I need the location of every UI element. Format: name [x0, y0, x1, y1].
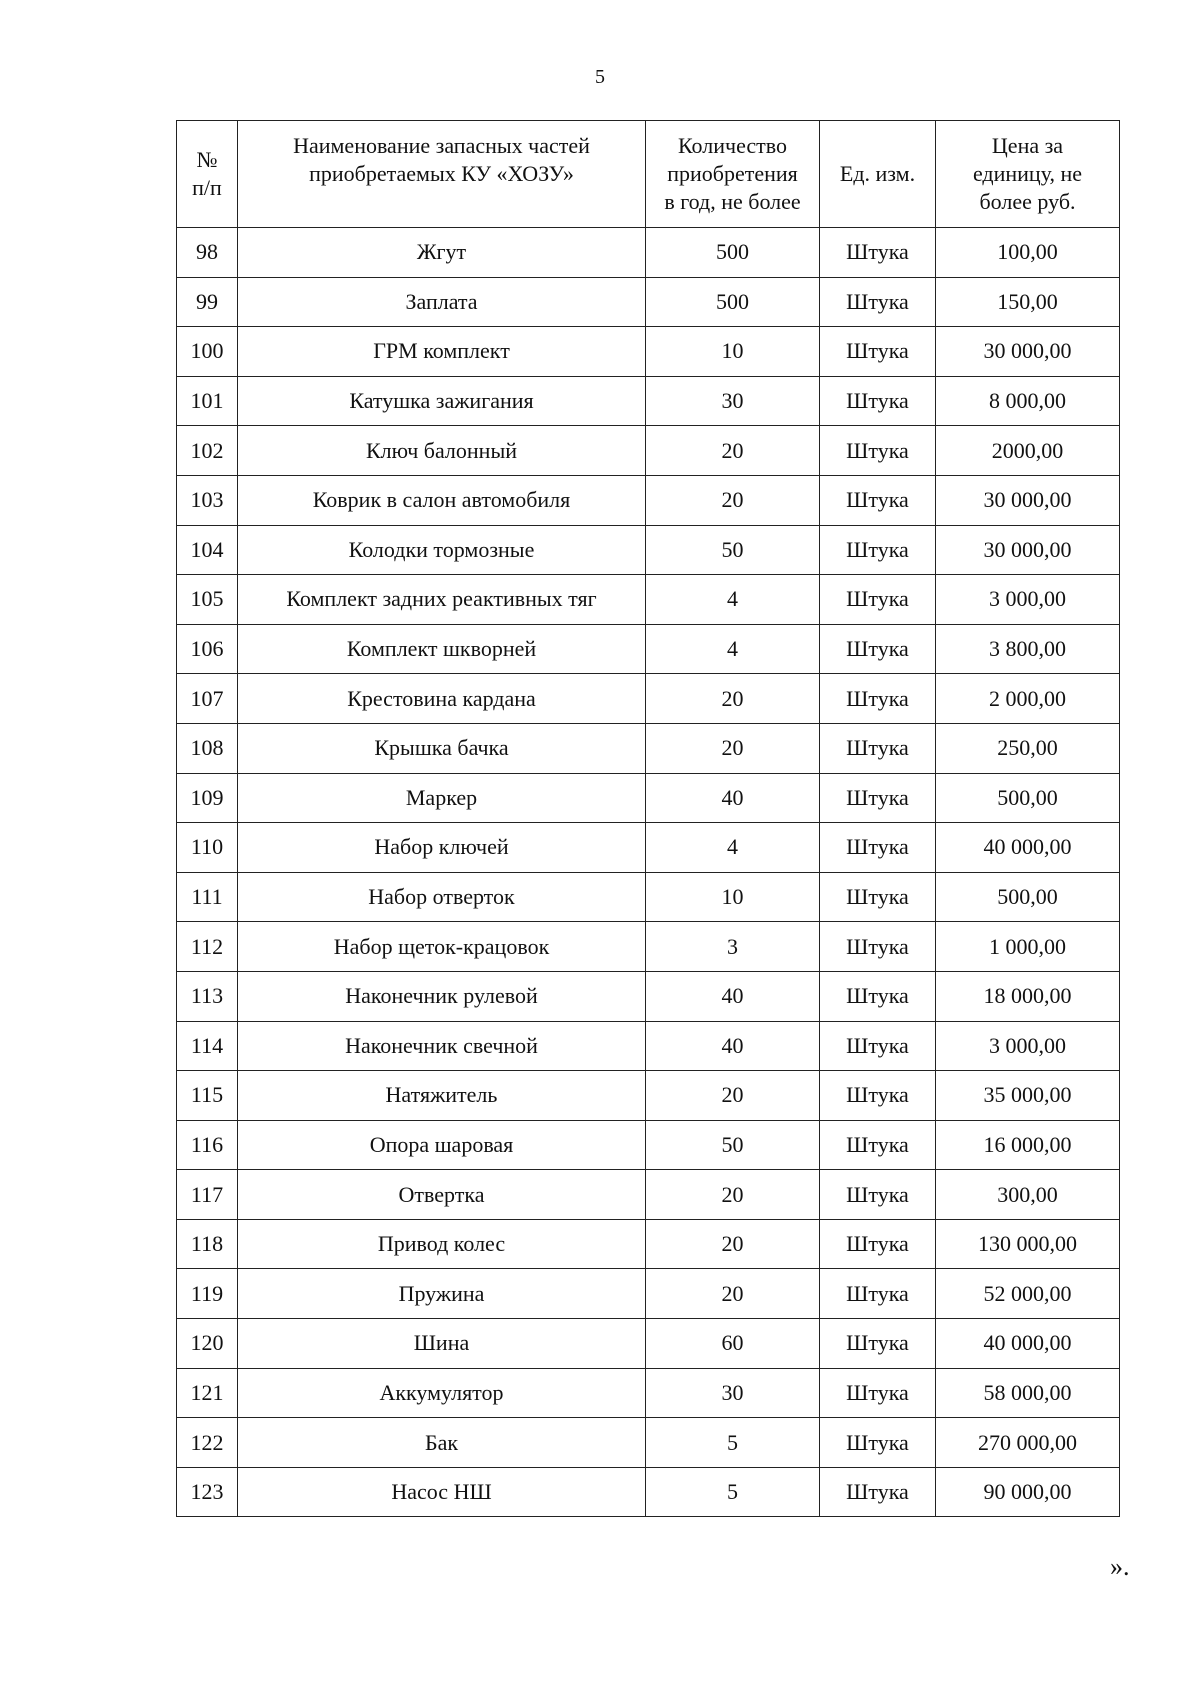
- row-price: 130 000,00: [936, 1219, 1120, 1269]
- header-name-line2: приобретаемых КУ «ХОЗУ»: [309, 161, 574, 186]
- row-unit: Штука: [820, 922, 936, 972]
- table-row: [177, 277, 1120, 327]
- header-number: [177, 121, 238, 228]
- header-price-line2: единицу, не: [972, 161, 1083, 186]
- row-price: 500,00: [936, 773, 1120, 823]
- row-unit: Штука: [820, 624, 936, 674]
- row-price: 90 000,00: [936, 1467, 1120, 1517]
- header-quantity: [646, 121, 820, 228]
- row-number: 115: [177, 1071, 238, 1121]
- row-unit: Штука: [820, 823, 936, 873]
- row-number: 105: [177, 575, 238, 625]
- row-unit: Штука: [820, 426, 936, 476]
- row-price: 1 000,00: [936, 922, 1120, 972]
- table-row: [177, 624, 1120, 674]
- row-number: 108: [177, 723, 238, 773]
- table-row: [177, 922, 1120, 972]
- table-row: [177, 376, 1120, 426]
- row-name: Наконечник рулевой: [238, 971, 646, 1021]
- spare-parts-table: [176, 120, 1120, 1517]
- page-number: 5: [595, 66, 605, 88]
- row-unit: Штука: [820, 773, 936, 823]
- row-quantity: 40: [646, 1021, 820, 1071]
- row-unit: Штука: [820, 327, 936, 377]
- row-name: Ключ балонный: [238, 426, 646, 476]
- row-unit: Штука: [820, 475, 936, 525]
- row-number: 100: [177, 327, 238, 377]
- table-row: [177, 1071, 1120, 1121]
- row-name: Комплект задних реактивных тяг: [238, 575, 646, 625]
- row-unit: Штука: [820, 1120, 936, 1170]
- row-price: 35 000,00: [936, 1071, 1120, 1121]
- row-quantity: 500: [646, 228, 820, 278]
- row-name: Набор ключей: [238, 823, 646, 873]
- row-price: 40 000,00: [936, 823, 1120, 873]
- row-price: 150,00: [936, 277, 1120, 327]
- row-price: 250,00: [936, 723, 1120, 773]
- header-quantity-line2: приобретения: [667, 161, 798, 186]
- row-quantity: 500: [646, 277, 820, 327]
- row-number: 111: [177, 872, 238, 922]
- row-name: ГРМ комплект: [238, 327, 646, 377]
- header-price-line1: Цена за: [991, 133, 1064, 158]
- table-row: [177, 1219, 1120, 1269]
- row-name: Опора шаровая: [238, 1120, 646, 1170]
- row-unit: Штука: [820, 674, 936, 724]
- row-name: Бак: [238, 1418, 646, 1468]
- header-number-line2: п/п: [192, 175, 222, 200]
- row-number: 116: [177, 1120, 238, 1170]
- row-quantity: 5: [646, 1467, 820, 1517]
- row-number: 121: [177, 1368, 238, 1418]
- row-unit: Штука: [820, 1170, 936, 1220]
- table-row: [177, 872, 1120, 922]
- table-row: [177, 723, 1120, 773]
- row-number: 107: [177, 674, 238, 724]
- row-quantity: 60: [646, 1319, 820, 1369]
- header-quantity-line1: Количество: [677, 133, 788, 158]
- row-quantity: 10: [646, 327, 820, 377]
- row-unit: Штука: [820, 1418, 936, 1468]
- row-quantity: 30: [646, 1368, 820, 1418]
- row-price: 2 000,00: [936, 674, 1120, 724]
- row-unit: Штука: [820, 1071, 936, 1121]
- row-name: Набор щеток-крацовок: [238, 922, 646, 972]
- table-row: [177, 1368, 1120, 1418]
- row-price: 52 000,00: [936, 1269, 1120, 1319]
- header-unit-label: Ед. изм.: [839, 161, 916, 186]
- row-name: Комплект шкворней: [238, 624, 646, 674]
- row-number: 113: [177, 971, 238, 1021]
- table-row: [177, 773, 1120, 823]
- row-price: 30 000,00: [936, 525, 1120, 575]
- row-unit: Штука: [820, 525, 936, 575]
- row-name: Натяжитель: [238, 1071, 646, 1121]
- row-quantity: 30: [646, 376, 820, 426]
- row-name: Коврик в салон автомобиля: [238, 475, 646, 525]
- row-name: Крышка бачка: [238, 723, 646, 773]
- row-unit: Штука: [820, 1467, 936, 1517]
- row-quantity: 20: [646, 1071, 820, 1121]
- table-row: [177, 228, 1120, 278]
- row-number: 104: [177, 525, 238, 575]
- row-price: 30 000,00: [936, 475, 1120, 525]
- row-quantity: 4: [646, 624, 820, 674]
- row-name: Заплата: [238, 277, 646, 327]
- table-row: [177, 1319, 1120, 1369]
- table-row: [177, 1021, 1120, 1071]
- row-name: Колодки тормозные: [238, 525, 646, 575]
- row-quantity: 40: [646, 773, 820, 823]
- row-quantity: 20: [646, 723, 820, 773]
- table-row: [177, 823, 1120, 873]
- row-number: 106: [177, 624, 238, 674]
- row-quantity: 20: [646, 1219, 820, 1269]
- row-name: Насос НШ: [238, 1467, 646, 1517]
- row-quantity: 20: [646, 1170, 820, 1220]
- row-name: Катушка зажигания: [238, 376, 646, 426]
- row-quantity: 20: [646, 475, 820, 525]
- row-unit: Штука: [820, 1368, 936, 1418]
- row-unit: Штука: [820, 971, 936, 1021]
- row-name: Крестовина кардана: [238, 674, 646, 724]
- row-quantity: 20: [646, 1269, 820, 1319]
- row-number: 120: [177, 1319, 238, 1369]
- row-number: 98: [177, 228, 238, 278]
- row-unit: Штука: [820, 1021, 936, 1071]
- header-number-line1: №: [196, 147, 218, 172]
- row-name: Аккумулятор: [238, 1368, 646, 1418]
- row-price: 30 000,00: [936, 327, 1120, 377]
- row-price: 40 000,00: [936, 1319, 1120, 1369]
- row-name: Привод колес: [238, 1219, 646, 1269]
- row-number: 109: [177, 773, 238, 823]
- row-price: 16 000,00: [936, 1120, 1120, 1170]
- row-number: 123: [177, 1467, 238, 1517]
- row-unit: Штука: [820, 723, 936, 773]
- header-quantity-line3: в год, не более: [664, 189, 801, 214]
- row-quantity: 20: [646, 674, 820, 724]
- header-price-line3: более руб.: [979, 189, 1076, 214]
- spare-parts-table-container: [176, 120, 1119, 1517]
- table-header-row: [177, 121, 1120, 228]
- table-row: [177, 1170, 1120, 1220]
- table-row: [177, 971, 1120, 1021]
- row-name: Отвертка: [238, 1170, 646, 1220]
- row-price: 300,00: [936, 1170, 1120, 1220]
- row-price: 3 800,00: [936, 624, 1120, 674]
- row-unit: Штука: [820, 575, 936, 625]
- table-row: [177, 475, 1120, 525]
- row-number: 118: [177, 1219, 238, 1269]
- row-quantity: 50: [646, 525, 820, 575]
- row-price: 8 000,00: [936, 376, 1120, 426]
- row-unit: Штука: [820, 376, 936, 426]
- row-quantity: 20: [646, 426, 820, 476]
- row-name: Пружина: [238, 1269, 646, 1319]
- table-row: [177, 575, 1120, 625]
- row-unit: Штука: [820, 1319, 936, 1369]
- row-unit: Штука: [820, 1219, 936, 1269]
- row-unit: Штука: [820, 228, 936, 278]
- row-number: 102: [177, 426, 238, 476]
- row-price: 100,00: [936, 228, 1120, 278]
- row-unit: Штука: [820, 277, 936, 327]
- row-number: 122: [177, 1418, 238, 1468]
- row-price: 18 000,00: [936, 971, 1120, 1021]
- header-name: [238, 121, 646, 228]
- row-number: 110: [177, 823, 238, 873]
- row-number: 119: [177, 1269, 238, 1319]
- row-price: 58 000,00: [936, 1368, 1120, 1418]
- table-row: [177, 1269, 1120, 1319]
- row-name: Наконечник свечной: [238, 1021, 646, 1071]
- table-row: [177, 525, 1120, 575]
- row-quantity: 40: [646, 971, 820, 1021]
- table-row: [177, 674, 1120, 724]
- row-unit: Штука: [820, 1269, 936, 1319]
- row-number: 103: [177, 475, 238, 525]
- row-quantity: 4: [646, 823, 820, 873]
- row-quantity: 4: [646, 575, 820, 625]
- row-number: 114: [177, 1021, 238, 1071]
- row-number: 101: [177, 376, 238, 426]
- closing-quote-mark: ».: [1110, 1552, 1130, 1581]
- row-name: Жгут: [238, 228, 646, 278]
- row-price: 500,00: [936, 872, 1120, 922]
- row-unit: Штука: [820, 872, 936, 922]
- header-unit: [820, 121, 936, 228]
- row-price: 2000,00: [936, 426, 1120, 476]
- table-row: [177, 426, 1120, 476]
- row-quantity: 10: [646, 872, 820, 922]
- header-price: [936, 121, 1120, 228]
- row-price: 270 000,00: [936, 1418, 1120, 1468]
- row-number: 117: [177, 1170, 238, 1220]
- row-name: Маркер: [238, 773, 646, 823]
- header-name-line1: Наименование запасных частей: [293, 133, 590, 158]
- row-price: 3 000,00: [936, 575, 1120, 625]
- row-name: Шина: [238, 1319, 646, 1369]
- row-quantity: 5: [646, 1418, 820, 1468]
- table-row: [177, 327, 1120, 377]
- row-quantity: 50: [646, 1120, 820, 1170]
- row-number: 112: [177, 922, 238, 972]
- table-row: [177, 1418, 1120, 1468]
- row-number: 99: [177, 277, 238, 327]
- table-row: [177, 1467, 1120, 1517]
- row-quantity: 3: [646, 922, 820, 972]
- row-name: Набор отверток: [238, 872, 646, 922]
- table-row: [177, 1120, 1120, 1170]
- row-price: 3 000,00: [936, 1021, 1120, 1071]
